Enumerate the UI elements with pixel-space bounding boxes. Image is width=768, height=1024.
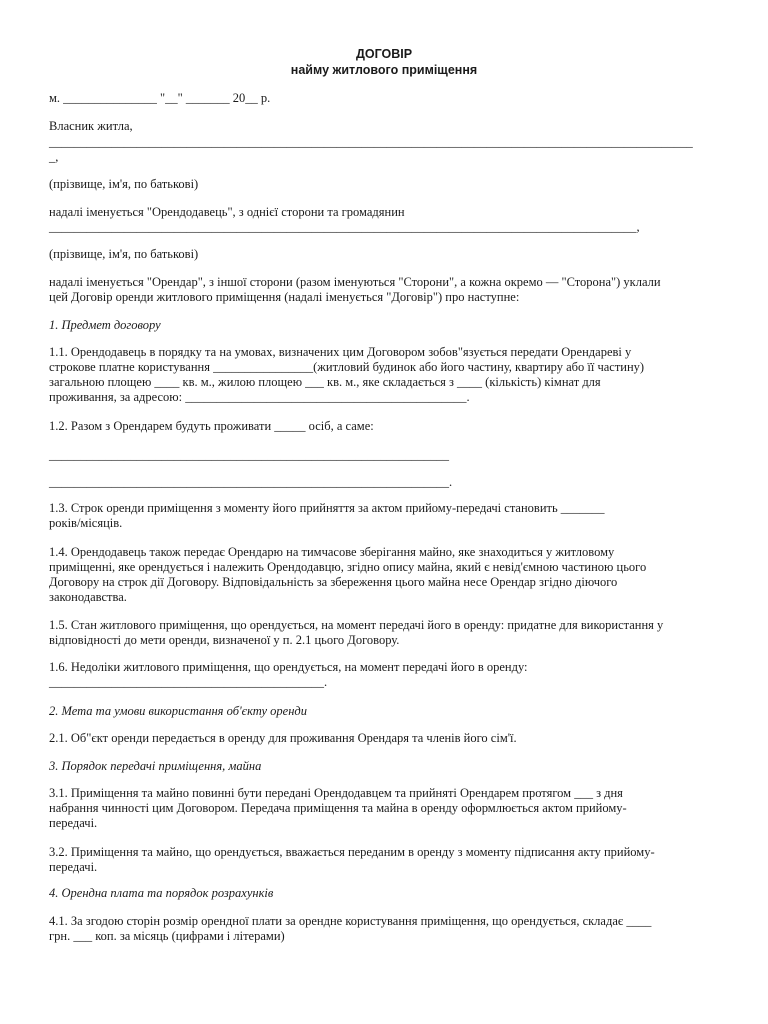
clause-3-2: 3.2. Приміщення та майно, що орендується, вважається переданим в оренду з моменту підписання акту прийому- передачі. [49, 845, 655, 874]
clause-4-1: 4.1. За згодою сторін розмір орендної плати за орендне користування приміщення, що орендується, складає ____ грн. ___ коп. за місяць (цифрами і літерами) [49, 914, 652, 943]
section-heading-1: 1. Предмет договору [49, 318, 161, 332]
clause-1-6: 1.6. Недоліки житлового приміщення, що орендується, на момент передачі його в оренду: ____________________________________________. [49, 660, 528, 689]
section-heading-3: 3. Порядок передачі приміщення, майна [49, 759, 262, 773]
residents-blank-line-2: ________________________________________________________________. [49, 475, 453, 489]
clause-2-1: 2.1. Об"єкт оренди передається в оренду для проживання Орендаря та членів його сім'ї. [49, 731, 517, 745]
place-date-line: м. _______________ "__" _______ 20__ р. [49, 91, 271, 105]
owner-name-blank: _______________________________________________________________________________________________________ _, [49, 135, 693, 164]
landlord-intro-paragraph: надалі іменується "Орендодавець", з однієї сторони та громадянин ______________________________________________________________________________________________, [49, 205, 640, 234]
owner-name-caption: (прізвище, ім'я, по батькові) [49, 177, 199, 191]
residents-blank-line-1: ________________________________________________________________ [49, 448, 449, 462]
parties-intro-paragraph: надалі іменується "Орендар", з іншої сторони (разом іменуються "Сторони", а кожна окремо — "Сторона") уклали цей Договір оренди житлового приміщення (надалі іменується "Договір") про наступне: [49, 275, 661, 304]
clause-1-5: 1.5. Стан житлового приміщення, що орендується, на момент передачі його в оренду: придатне для використання у відповідності до мети оренди, визначеної у п. 2.1 цього Договору. [49, 618, 664, 647]
owner-label: Власник житла, [49, 119, 133, 133]
clause-3-1: 3.1. Приміщення та майно повинні бути передані Орендодавцем та прийняті Орендарем протягом ___ з дня набрання чинності цим Договором. Передача приміщення та майна в оренду оформлюється актом прийому- передачі. [49, 786, 627, 830]
clause-1-3: 1.3. Строк оренди приміщення з моменту його прийняття за актом прийому-передачі становить _______ років/місяців. [49, 501, 605, 530]
document-subtitle: найму житлового приміщення [290, 63, 478, 77]
clause-1-2: 1.2. Разом з Орендарем будуть проживати _____ осіб, а саме: [49, 419, 374, 433]
section-heading-2: 2. Мета та умови використання об'єкту оренди [49, 704, 307, 718]
clause-1-4: 1.4. Орендодавець також передає Орендарю на тимчасове зберігання майно, яке знаходиться у житловому приміщенні, яке орендується і належить Орендодавцю, згідно опису майна, який є невід'ємною частиною цього Договору на строк дії Договору. Відповідальність за збереження цього майна несе Орендар згідно діючого законодавства. [49, 545, 647, 604]
document-title: ДОГОВІР [355, 47, 413, 61]
tenant-name-caption: (прізвище, ім'я, по батькові) [49, 247, 199, 261]
section-heading-4: 4. Орендна плата та порядок розрахунків [49, 886, 274, 900]
clause-1-1: 1.1. Орендодавець в порядку та на умовах, визначених цим Договором зобов"язується передати Орендареві у строкове платне користування ________________(житловий будинок або його частину, квартиру або її частину) загальною площею ____ кв. м., жилою площею ___ кв. м., яке складається з ____ (кількість) кімнат для проживання, за адресою: _____________________________________________. [49, 345, 645, 404]
